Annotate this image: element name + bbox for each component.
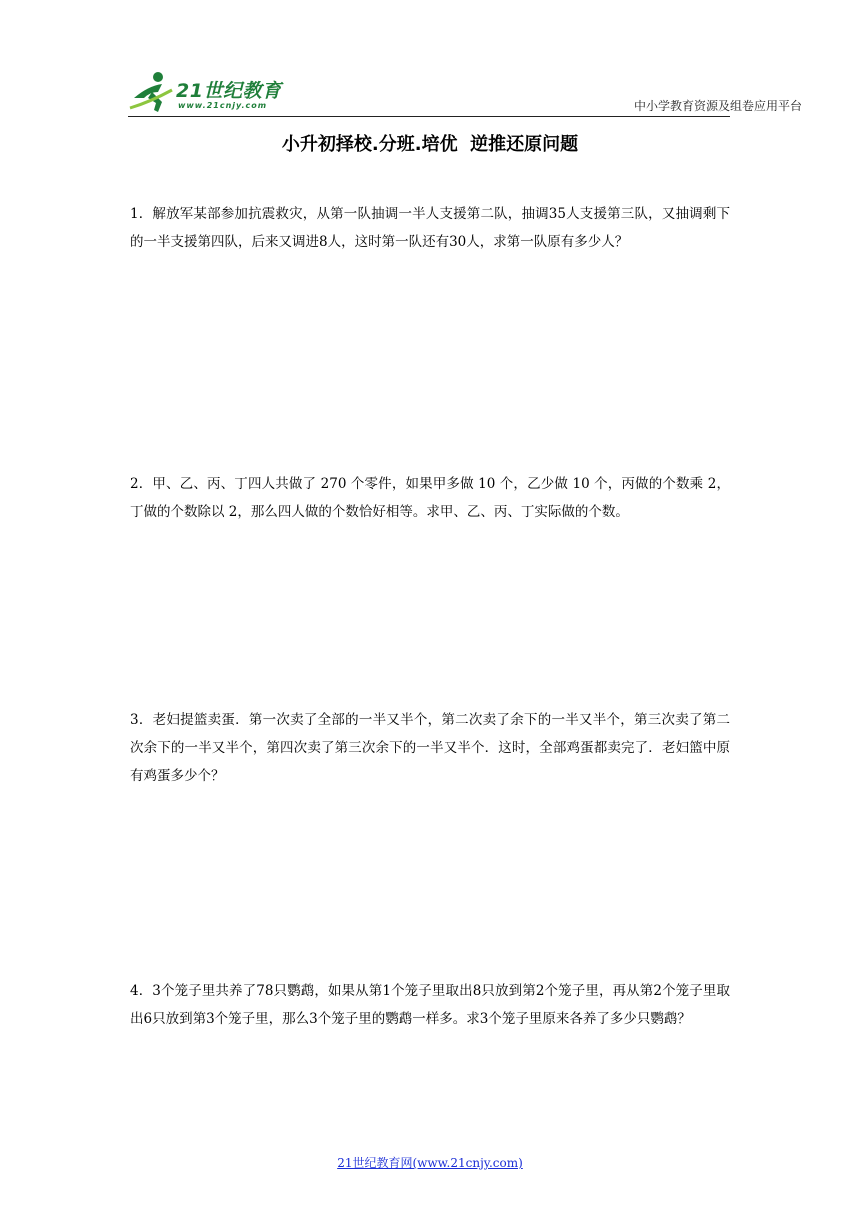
- question-3: 3．老妇提篮卖蛋．第一次卖了全部的一半又半个，第二次卖了余下的一半又半个，第三次卖了第二次余下的一半又半个，第四次卖了第三次余下的一半又半个．这时，全部鸡蛋都卖完了．老妇篮中原有鸡蛋多少个？: [130, 712, 730, 784]
- header-divider: [128, 116, 730, 117]
- page-title: 小升初择校.分班.培优 逆推还原问题: [281, 134, 579, 155]
- runner-logo-icon: [128, 68, 176, 116]
- site-logo: [128, 68, 298, 118]
- footer-link[interactable]: 21世纪教育网(www.21cnjy.com): [337, 1156, 523, 1170]
- question-4: 4．3个笼子里共养了78只鹦鹉，如果从第1个笼子里取出8只放到第2个笼子里，再从第2个笼子里取出6只放到第3个笼子里，那么3个笼子里的鹦鹉一样多。求3个笼子里原来各养了多少只鹦鹉？: [130, 983, 730, 1027]
- question-1: 1．解放军某部参加抗震救灾，从第一队抽调一半人支援第二队，抽调35人支援第三队，又抽调剩下的一半支援第四队，后来又调进8人，这时第一队还有30人，求第一队原有多少人？: [130, 206, 730, 250]
- question-2: 2．甲、乙、丙、丁四人共做了 270 个零件，如果甲多做 10 个，乙少做 10 个，丙做的个数乘 2，丁做的个数除以 2，那么四人做的个数恰好相等。求甲、乙、丙、丁实际做的个数。: [130, 476, 730, 520]
- logo-url: www.21cnjy.com: [178, 101, 268, 110]
- platform-label: 中小学教育资源及组卷应用平台: [634, 99, 803, 113]
- logo-text: 21世纪教育: [176, 80, 282, 102]
